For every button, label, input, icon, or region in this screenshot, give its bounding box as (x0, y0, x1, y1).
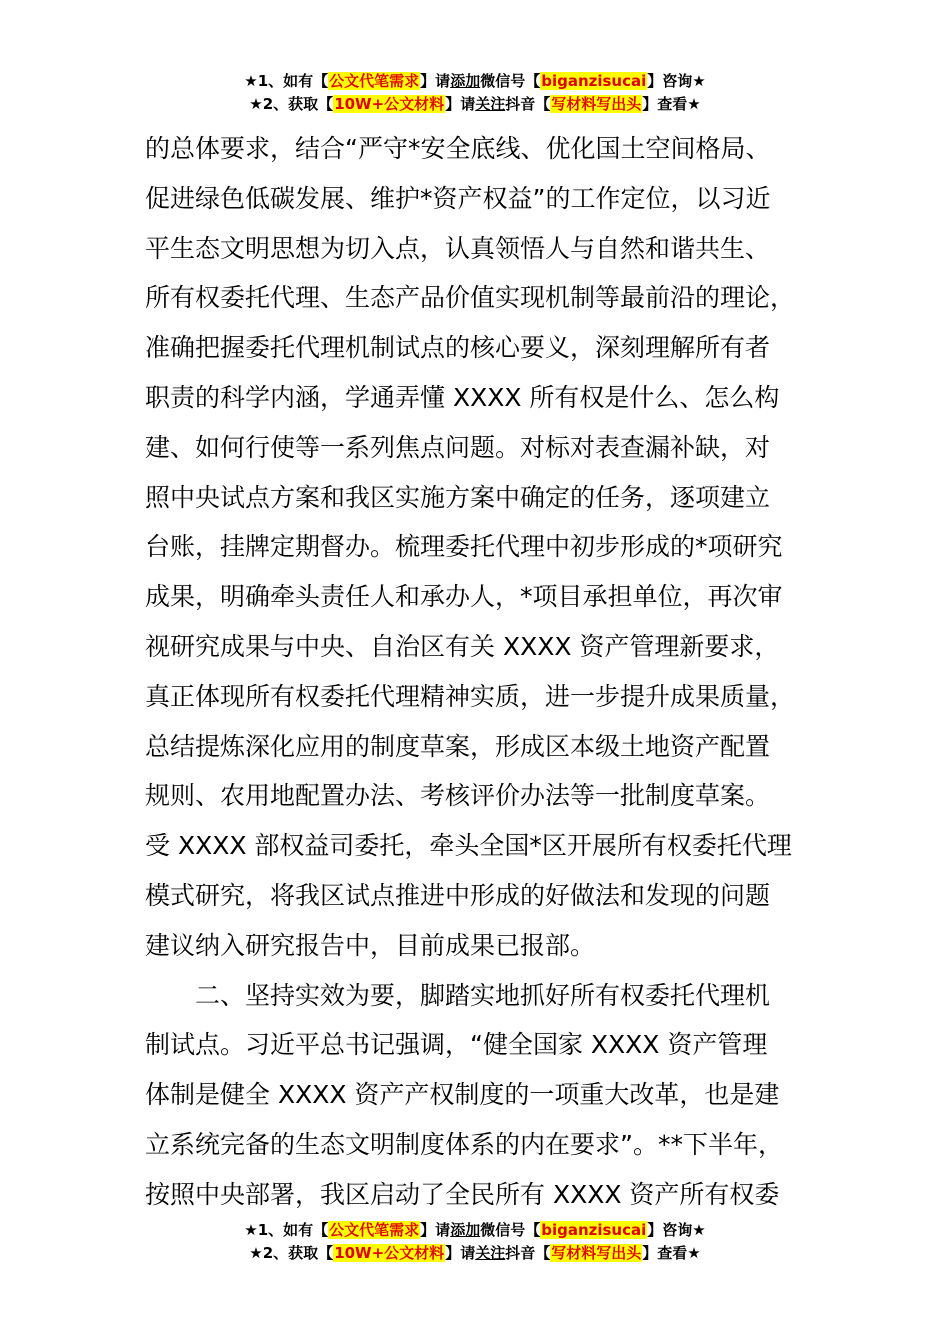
document-body (145, 124, 805, 1220)
text-line: 平生态文明思想为切入点，认真领悟人与自然和谐共生、 (145, 233, 771, 263)
text-line: 真正体现所有权委托代理精神实质，进一步提升成果质量， (145, 681, 796, 711)
text-line: 模式研究，将我区试点推进中形成的好做法和发现的问题 (145, 880, 771, 910)
text-line: 成果，明确牵头责任人和承办人，*项目承担单位，再次审 (145, 582, 783, 612)
section-heading-line: 二、坚持实效为要，脚踏实地抓好所有权委托代理机 (195, 980, 771, 1010)
text-line: 总结提炼深化应用的制度草案，形成区本级土地资产配置 (145, 731, 771, 761)
header-notice (0, 70, 950, 116)
footer-notice (0, 1219, 950, 1265)
text-line: 按照中央部署，我区启动了全民所有 XXXX 资产所有权委 (145, 1179, 780, 1209)
text-line: 建、如何行使等一系列焦点问题。对标对表查漏补缺，对 (145, 432, 771, 462)
highlight-materials: 10W+公文材料 (334, 95, 445, 113)
highlight-materials: 10W+公文材料 (334, 1244, 445, 1262)
text-line: 的总体要求，结合“严守*安全底线、优化国土空间格局、 (145, 134, 771, 163)
text-line: 制试点。习近平总书记强调，“健全国家 XXXX 资产管理 (145, 1030, 768, 1060)
text-line: 视研究成果与中央、自治区有关 XXXX 资产管理新要求， (145, 631, 780, 661)
highlight-wechat-id: biganzisucai (541, 1221, 647, 1239)
highlight-douyin: 写材料写出头 (551, 1244, 642, 1262)
notice-line-1: ★1、如有【公文代笔需求】请添加微信号【biganzisucai】咨询★ (244, 72, 706, 90)
text-line: 建议纳入研究报告中，目前成果已报部。 (145, 930, 596, 960)
text-line: 职责的科学内涵，学通弄懂 XXXX 所有权是什么、怎么构 (145, 382, 780, 412)
text-line: 所有权委托代理、生态产品价值实现机制等最前沿的理论， (145, 283, 796, 313)
notice-line-2: ★2、获取【10W+公文材料】请关注抖音【写材料写出头】查看★ (249, 1244, 701, 1262)
text-line: 体制是健全 XXXX 资产产权制度的一项重大改革，也是建 (145, 1080, 780, 1110)
text-line: 规则、农用地配置办法、考核评价办法等一批制度草案。 (145, 781, 771, 811)
notice-line-2: ★2、获取【10W+公文材料】请关注抖音【写材料写出头】查看★ (249, 95, 701, 113)
text-line: 准确把握委托代理机制试点的核心要义，深刻理解所有者 (145, 333, 771, 363)
text-line: 立系统完备的生态文明制度体系的内在要求”。**下半年， (145, 1129, 783, 1159)
highlight-service: 公文代笔需求 (329, 72, 420, 90)
highlight-douyin: 写材料写出头 (551, 95, 642, 113)
highlight-wechat-id: biganzisucai (541, 72, 647, 90)
text-line: 促进绿色低碳发展、维护*资产权益”的工作定位，以习近 (145, 183, 771, 213)
text-line: 受 XXXX 部权益司委托，牵头全国*区开展所有权委托代理 (145, 831, 792, 861)
text-line: 台账，挂牌定期督办。梳理委托代理中初步形成的*项研究 (145, 532, 783, 562)
notice-line-1: ★1、如有【公文代笔需求】请添加微信号【biganzisucai】咨询★ (244, 1221, 706, 1239)
highlight-service: 公文代笔需求 (329, 1221, 420, 1239)
text-line: 照中央试点方案和我区实施方案中确定的任务，逐项建立 (145, 482, 771, 512)
